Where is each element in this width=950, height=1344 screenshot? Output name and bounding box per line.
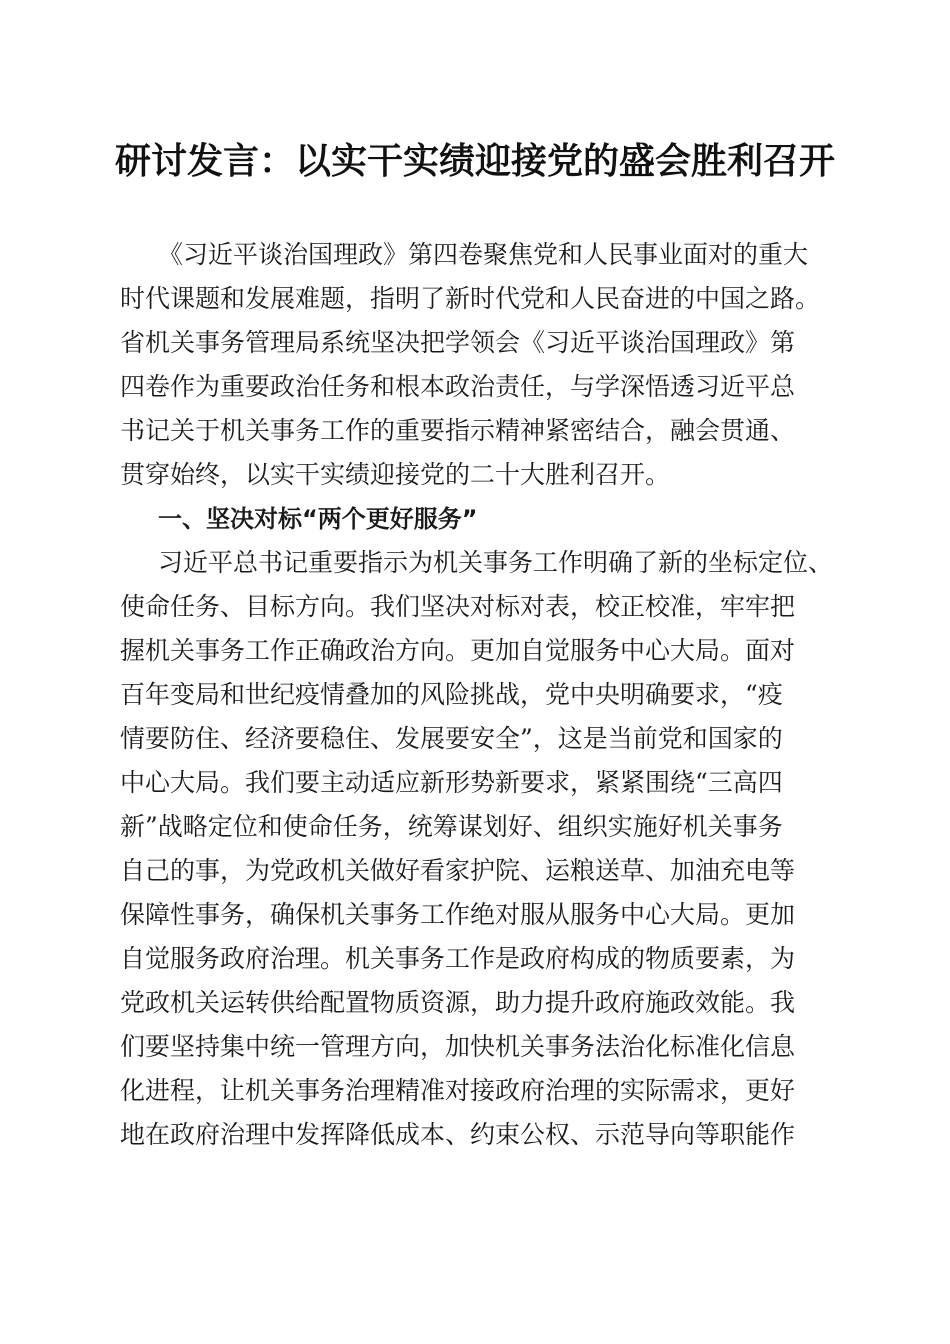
paragraph-line: 保障性事务，确保机关事务工作绝对服从服务中心大局。更加: [120, 900, 796, 929]
paragraph-line: 新”战略定位和使命任务，统筹谋划好、组织实施好机关事务: [120, 812, 783, 841]
paragraph-line: 使命任务、目标方向。我们坚决对标对表，校正校准，牢牢把: [120, 592, 796, 621]
paragraph-line: 党政机关运转供给配置物质资源，助力提升政府施政效能。我: [120, 988, 796, 1017]
paragraph-line: 自觉服务政府治理。机关事务工作是政府构成的物质要素，为: [120, 944, 796, 973]
paragraph-line: 自己的事，为党政机关做好看家护院、运粮送草、加油充电等: [120, 856, 796, 885]
paragraph-line: 《习近平谈治国理政》第四卷聚焦党和人民事业面对的重大: [158, 240, 809, 269]
document-body: [120, 233, 834, 1157]
paragraph-line: 情要防住、经济要稳住、发展要安全”，这是当前党和国家的: [120, 724, 783, 753]
paragraph-line: 化进程，让机关事务治理精准对接政府治理的实际需求，更好: [120, 1076, 796, 1105]
paragraph-line: 握机关事务工作正确政治方向。更加自觉服务中心大局。面对: [120, 636, 796, 665]
paragraph-line: 地在政府治理中发挥降低成本、约束公权、示范导向等职能作: [120, 1120, 796, 1149]
paragraph-line: 贯穿始终，以实干实绩迎接党的二十大胜利召开。: [120, 460, 671, 489]
paragraph-line: 时代课题和发展难题，指明了新时代党和人民奋进的中国之路。: [120, 284, 821, 313]
paragraph-line: 中心大局。我们要主动适应新形势新要求，紧紧围绕“三高四: [120, 768, 783, 797]
paragraph-line: 们要坚持集中统一管理方向，加快机关事务法治化标准化信息: [120, 1032, 796, 1061]
section-heading: 一、坚决对标“两个更好服务”: [158, 505, 478, 533]
paragraph-line: 百年变局和世纪疫情叠加的风险挑战，党中央明确要求，“疫: [120, 680, 783, 709]
paragraph-line: 省机关事务管理局系统坚决把学领会《习近平谈治国理政》第: [120, 328, 796, 357]
paragraph-line: 四卷作为重要政治任务和根本政治责任，与学深悟透习近平总: [120, 372, 796, 401]
paragraph-line: 习近平总书记重要指示为机关事务工作明确了新的坐标定位、: [158, 548, 834, 577]
document-title: 研讨发言：以实干实绩迎接党的盛会胜利召开: [114, 140, 835, 182]
paragraph-line: 书记关于机关事务工作的重要指示精神紧密结合，融会贯通、: [120, 416, 796, 445]
